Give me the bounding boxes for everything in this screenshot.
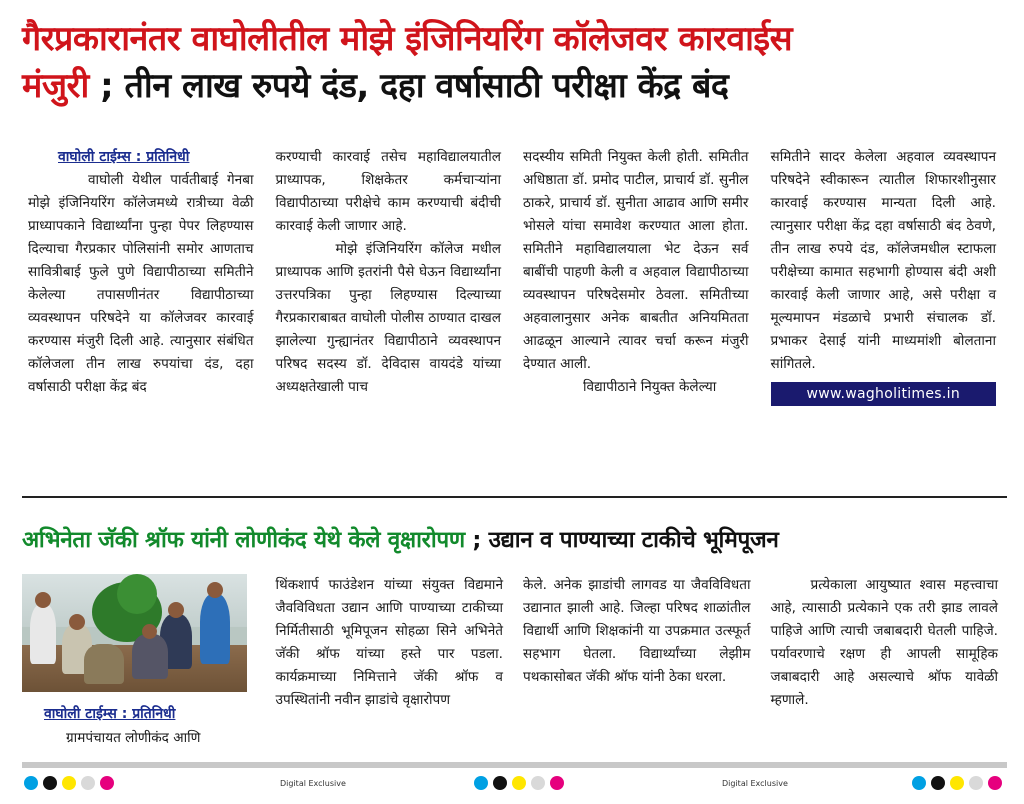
digital-exclusive-label-left: Digital Exclusive	[280, 779, 346, 788]
tree-plantation-photo	[22, 574, 247, 692]
article1-col3-text-b: विद्यापीठाने नियुक्त केलेल्या	[583, 379, 717, 395]
article2-byline: वाघोली टाईम्स : प्रतिनिधी	[44, 706, 176, 722]
footer-bar	[22, 762, 1007, 768]
registration-marks-right	[912, 776, 1002, 790]
cyan-dot-icon	[24, 776, 38, 790]
main-headline-line2	[22, 65, 1012, 108]
yellow-dot-icon	[62, 776, 76, 790]
section-divider	[22, 496, 1007, 498]
article2-column-2	[270, 574, 518, 760]
article1-col3-text-a: सदस्यीय समिती नियुक्त केली होती. समितीत अधिष्ठाता डॉ. प्रमोद पाटील, प्राचार्य डॉ. सुनील ठाकरे, प्राचार्य डॉ. सुनीता आढाव आणि समीर भोसले यांचा समावेश करण्यात आला होता. समितीने महाविद्यालयाला भेट देऊन सर्व बाबींची पाहणी केली व अहवाल विद्यापीठाच्या व्यवस्थापन परिषदेसमोर ठेवला. समितीच्या अहवालानुसार अनेक बाबतीत अनियमितता आढळून आल्याने त्यावर चर्चा करून मंजुरी देण्यात आली.	[523, 149, 749, 372]
registration-marks-left	[24, 776, 114, 790]
cyan-dot-icon	[912, 776, 926, 790]
article2-col3-text: केले. अनेक झाडांची लागवड या जैवविविधता उद्यानात झाली आहे. जिल्हा परिषद शाळांतील विद्यार्थी आणि शिक्षकांनी या उपक्रमात उत्स्फूर्त सहभाग घेतला. विद्यार्थ्यांच्या लेझीम पथकासोबत जॅकी श्रॉफ यांनी ठेका धरला.	[523, 577, 751, 685]
website-url-banner[interactable]: www.wagholitimes.in	[771, 382, 997, 406]
grey-dot-icon	[531, 776, 545, 790]
article1-col2-text-a: करण्याची कारवाई तसेच महाविद्यालयातील प्राध्यापक, शिक्षकेतर कर्मचाऱ्यांना विद्यापीठाच्या परीक्षेचे काम करण्याची बंदीची कारवाई केली जाणार आहे.	[275, 149, 501, 234]
magenta-dot-icon	[988, 776, 1002, 790]
cyan-dot-icon	[474, 776, 488, 790]
second-headline-green: अभिनेता जॅकी श्रॉफ यांनी लोणीकंद येथे केले वृक्षारोपण	[22, 527, 465, 553]
article2-body	[22, 574, 1012, 760]
magenta-dot-icon	[100, 776, 114, 790]
second-headline	[22, 523, 1012, 554]
black-dot-icon	[43, 776, 57, 790]
article1-column-4	[765, 146, 1013, 488]
grey-dot-icon	[81, 776, 95, 790]
article1-column-1	[22, 146, 270, 488]
article2-column-1	[22, 574, 270, 760]
article2-col4-text: प्रत्येकाला आयुष्यात श्वास महत्त्वाचा आहे, त्यासाठी प्रत्येकाने एक तरी झाड लावले पाहिजे आणि त्याची जबाबदारी घेतली पाहिजे. पर्यावरणाचे रक्षण ही आपली सामूहिक जबाबदारी आहे असल्याचे श्रॉफ यावेळी म्हणाले.	[770, 577, 998, 708]
article1-byline: वाघोली टाईम्स : प्रतिनिधी	[58, 149, 190, 165]
article1-col2-text-b: मोझे इंजिनियरिंग कॉलेज मधील प्राध्यापक आणि इतरांनी पैसे घेऊन विद्यार्थ्यांना उत्तरपत्रिका पुन्हा लिहण्यास दिल्याच्या गैरप्रकाराबाबत वाघोली पोलीस ठाण्यात दाखल झालेल्या गुन्ह्यानंतर विद्यापीठाने व्यवस्थापन परिषद सदस्य डॉ. देविदास वायदंडे यांच्या अध्यक्षतेखाली पाच	[275, 241, 501, 395]
article1-body	[22, 146, 1012, 488]
main-headline-rest: ; तीन लाख रुपये दंड, दहा वर्षासाठी परीक्षा केंद्र बंद	[88, 65, 729, 106]
second-headline-black: ; उद्यान व पाण्याच्या टाकीचे भूमिपूजन	[464, 527, 779, 553]
article1-column-3	[517, 146, 765, 488]
article2-col1-text: ग्रामपंचायत लोणीकंद आणि	[66, 730, 201, 746]
registration-marks-center	[474, 776, 564, 790]
main-headline-line1: गैरप्रकारानंतर वाघोलीतील मोझे इंजिनियरिंग कॉलेजवर कारवाईस	[22, 19, 793, 59]
grey-dot-icon	[969, 776, 983, 790]
yellow-dot-icon	[950, 776, 964, 790]
article1-col4-text: समितीने सादर केलेला अहवाल व्यवस्थापन परिषदेने स्वीकारून त्यातील शिफारशीनुसार कारवाई करण्यास मान्यता दिली आहे. त्यानुसार परीक्षा केंद्र दहा वर्षासाठी बंद ठेवणे, तीन लाख रुपये दंड, कॉलेजमधील स्टाफला परीक्षेच्या कामात सहभागी होण्यास बंदी अशी कारवाई केली जाणार आहे, असे परीक्षा व मूल्यमापन मंडळाचे प्रभारी संचालक डॉ. प्रभाकर देसाई यांनी माध्यमांशी बोलताना सांगितले.	[770, 149, 996, 372]
article1-column-2	[270, 146, 518, 488]
main-headline	[22, 18, 1012, 107]
magenta-dot-icon	[550, 776, 564, 790]
digital-exclusive-label-right: Digital Exclusive	[722, 779, 788, 788]
black-dot-icon	[493, 776, 507, 790]
black-dot-icon	[931, 776, 945, 790]
article2-column-3	[517, 574, 765, 760]
article1-col1-text: वाघोली येथील पार्वतीबाई गेनबा मोझे इंजिनियरिंग कॉलेजमध्ये रात्रीच्या वेळी प्राध्यापकाने विद्यार्थ्यांना पुन्हा पेपर लिहण्यास दिल्याचा गैरप्रकार पोलिसांनी समोर आणताच सावित्रीबाई फुले पुणे विद्यापीठाच्या समितीने केलेल्या तपासणीनंतर विद्यापीठाच्या व्यवस्थापन परिषदेने या कॉलेजवर कारवाई करण्यास मंजुरी दिली आहे. त्यानुसार संबंधित कॉलेजला तीन लाख रुपयांचा दंड, दहा वर्षासाठी परीक्षा केंद्र बंद	[28, 172, 254, 395]
yellow-dot-icon	[512, 776, 526, 790]
main-headline-red-word: मंजुरी	[22, 65, 89, 106]
article2-column-4	[765, 574, 1013, 760]
article2-col2-text: थिंकशार्प फाउंडेशन यांच्या संयुक्त विद्यमाने जैवविविधता उद्यान आणि पाण्याच्या टाकीच्या निर्मितीसाठी भूमिपूजन सोहळा सिने अभिनेते जॅकी श्रॉफ यांच्या हस्ते पार पडला. कार्यक्रमाच्या निमित्ताने जॅकी श्रॉफ व उपस्थितांनी नवीन झाडांचे वृक्षारोपण	[275, 577, 503, 708]
